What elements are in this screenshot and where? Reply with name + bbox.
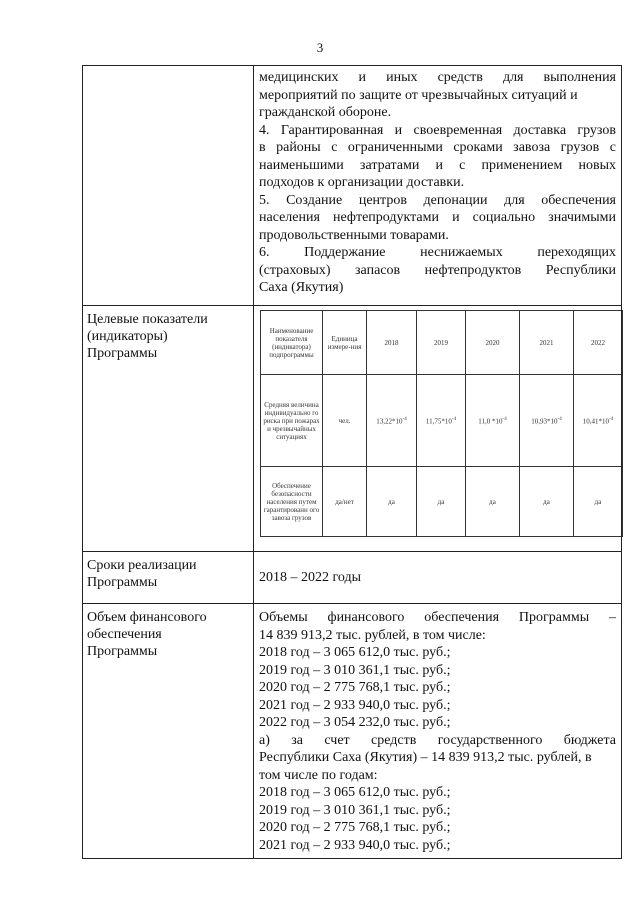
header-cell: 2021 [520,311,574,375]
page-number: 3 [316,40,324,55]
text-line: наименьшими затратами и с применением новых [259,157,616,173]
text-line: том числе по годам: [259,767,378,783]
indicators-table [260,310,623,537]
text-line: (страховых) запасов нефтепродуктов Республики [259,262,616,278]
label-line: (индикаторы) [87,329,168,344]
header-cell: Наименование показателя (индикатора) подпрограммы [261,311,323,375]
terms-value-cell [254,552,622,604]
text-line: 2018 год – 3 065 612,0 тыс. руб.; [259,785,451,800]
indicator-name: Обеспечение безопасности населения путем гарантированн ого завоза грузов [261,467,323,537]
tasks-label-cell [83,66,254,306]
text-line: 2022 год – 3 054 232,0 тыс. руб.; [259,715,451,730]
text-line: в районы с ограниченными сроками завоза грузов с [259,140,616,155]
indicators-data-row [261,375,623,467]
passport-table [82,65,622,859]
terms-value: 2018 – 2022 годы [259,570,362,586]
indicator-unit: да/нет [323,467,367,537]
indicators-data-row [261,467,623,537]
text-line: 2019 год – 3 010 361,1 тыс. руб.; [259,802,451,818]
indicator-value-2020: 11,0 $*10^{-4}$ [466,375,520,467]
text-line: 2021 год – 2 933 940,0 тыс. руб.; [259,697,451,713]
indicator-value-2018: да [367,467,417,537]
header-cell: 2019 [417,311,466,375]
tasks-row [83,66,622,306]
label-line: Целевые показатели [87,312,208,327]
indicator-value-2020: да [466,467,520,537]
label-line: Программы [87,346,158,361]
header-cell: 2022 [574,311,623,375]
indicator-name: Средняя величина индивидуально го риска при пожарах и чрезвычайных ситуациях [261,375,323,467]
label-line: Программы [87,644,158,659]
text-line: 2019 год – 3 010 361,1 тыс. руб.; [259,662,451,678]
funding-row [83,604,622,859]
tasks-value-cell [254,66,622,306]
terms-row [83,552,622,604]
header-cell: 2018 [367,311,417,375]
funding-value-cell [254,604,622,859]
text-line: 5. Создание центров депонации для обеспечения [259,192,616,208]
text-line: продовольственными товарами. [259,227,449,243]
text-line: подходов к организации доставки. [259,175,465,190]
indicator-value-2021: $10,93*10^{-4}$ [520,375,574,467]
indicators-row [83,306,622,552]
indicators-label-cell [83,306,254,552]
text-line: 2018 год – 3 065 612,0 тыс. руб.; [259,645,451,660]
indicator-value-2018: $13,22*10^{-4}$ [367,375,417,467]
indicators-header-row [261,311,623,375]
text-line: Объемы финансового обеспечения Программы – [259,610,616,625]
text-line: 2020 год – 2 775 768,1 тыс. руб.; [259,680,451,695]
label-line: Объем финансового [87,610,207,625]
indicator-value-2022: да [574,467,623,537]
text-line: гражданской обороне. [259,105,392,120]
text-line: 2021 год – 2 933 940,0 тыс. руб.; [259,837,451,853]
indicator-value-2021: да [520,467,574,537]
indicators-value-cell [254,306,622,552]
terms-label-cell [83,552,254,604]
text-line: мероприятий по защите от чрезвычайных ситуаций и [259,87,578,103]
indicator-value-2022: $10,41*10^{-4}$ [574,375,623,467]
indicator-unit: чел. [323,375,367,467]
text-line: Саха (Якутия) [259,280,344,295]
text-line: медицинских и иных средств для выполнения [259,70,616,85]
label-line: Программы [87,575,158,590]
text-line: 4. Гарантированная и своевременная доставка грузов [259,122,616,138]
indicator-value-2019: $11,75*10^{-4}$ [417,375,466,467]
label-line: Сроки реализации [87,558,197,573]
text-line: Республики Саха (Якутия) – 14 839 913,2 тыс. рублей, в [259,750,592,765]
header-cell: 2020 [466,311,520,375]
header-cell: Единица измере-ния [323,311,367,375]
text-line: 2020 год – 2 775 768,1 тыс. руб.; [259,820,451,835]
text-line: а) за счет средств государственного бюджета [259,732,616,748]
text-line: населения нефтепродуктами и социально значимыми [259,210,616,225]
funding-label-cell [83,604,254,859]
text-line: 14 839 913,2 тыс. рублей, в том числе: [259,627,486,643]
text-line: 6. Поддержание неснижаемых переходящих [259,245,616,260]
indicator-value-2019: да [417,467,466,537]
label-line: обеспечения [87,627,162,642]
